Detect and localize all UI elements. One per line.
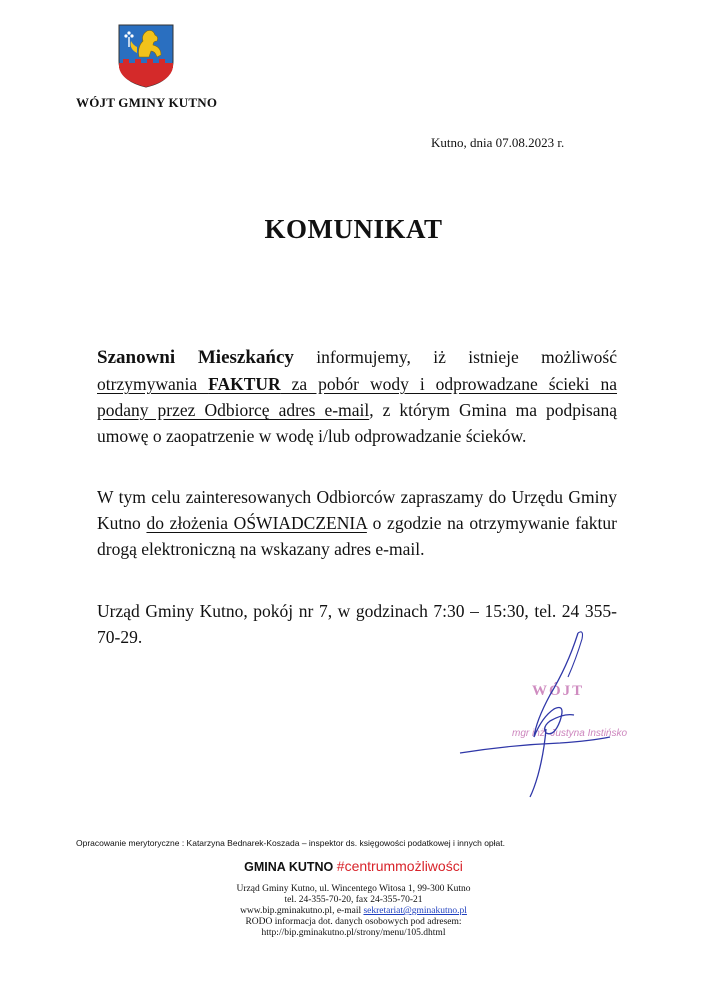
document-date: Kutno, dnia 07.08.2023 r.	[431, 135, 565, 150]
footer-email-link[interactable]: sekretariat@gminakutno.pl	[363, 906, 467, 916]
stamp-title: WÓJT	[532, 683, 585, 699]
paragraph-text: informujemy, iż istnieje możliwość	[293, 347, 617, 367]
office-hours: Urząd Gminy Kutno, pokój nr 7, w godzinach 7:30 – 15:30, tel. 24 355-70-29.	[97, 601, 617, 647]
underlined-part: otrzymywania	[97, 374, 209, 394]
footer-contact	[0, 884, 707, 939]
invoice-keyword: FAKTUR	[208, 374, 281, 394]
paragraph-text: , z którym Gmina ma podpisaną umowę o zaopatrzenie w wodę i/lub odprowadzanie ścieków.	[97, 400, 617, 446]
paragraph-text: o zgodzie na otrzymywanie faktur drogą elektroniczną na wskazany adres e-mail.	[97, 513, 617, 559]
footer-email-label: e-mail	[336, 906, 362, 916]
paragraph-invoice-info	[97, 344, 617, 449]
paragraph-text: W tym celu zainteresowanych Odbiorców zapraszamy do Urzędu Gminy Kutno	[97, 487, 617, 533]
underlined-text: do złożenia OŚWIADCZENIA	[146, 513, 367, 533]
footer-rodo-url: http://bip.gminakutno.pl/strony/menu/105.dhtml	[261, 928, 446, 938]
brand-line	[0, 858, 707, 874]
org-title: WÓJT GMINY KUTNO	[76, 95, 218, 110]
coat-of-arms-icon	[117, 23, 175, 89]
stamp-name: mgr inż. Justyna Instińsko	[512, 728, 628, 739]
footer-website: www.bip.gminakutno.pl,	[240, 906, 335, 916]
brand-tagline: #centrummożliwości	[336, 858, 463, 874]
document-title: KOMUNIKAT	[264, 214, 443, 244]
paragraph-invitation	[97, 484, 617, 562]
prepared-by: Opracowanie merytoryczne : Katarzyna Bednarek-Koszada – inspektor ds. księgowości podatkowej i innych opłat.	[76, 838, 505, 848]
footer-address: Urząd Gminy Kutno, ul. Wincentego Witosa 1, 99-300 Kutno	[236, 884, 471, 894]
footer-phone: tel. 24-355-70-20, fax 24-355-70-21	[284, 895, 423, 905]
brand-name: GMINA KUTNO	[244, 860, 334, 874]
underlined-part: za pobór wody i odprowadzane ścieki na podany przez Odbiorcę adres e-mail	[97, 374, 618, 420]
footer-web-email	[0, 906, 707, 917]
footer-rodo: RODO informacja dot. danych osobowych pod adresem:	[245, 917, 462, 927]
greeting: Szanowni Mieszkańcy	[97, 347, 294, 368]
handwritten-signature	[450, 625, 630, 800]
